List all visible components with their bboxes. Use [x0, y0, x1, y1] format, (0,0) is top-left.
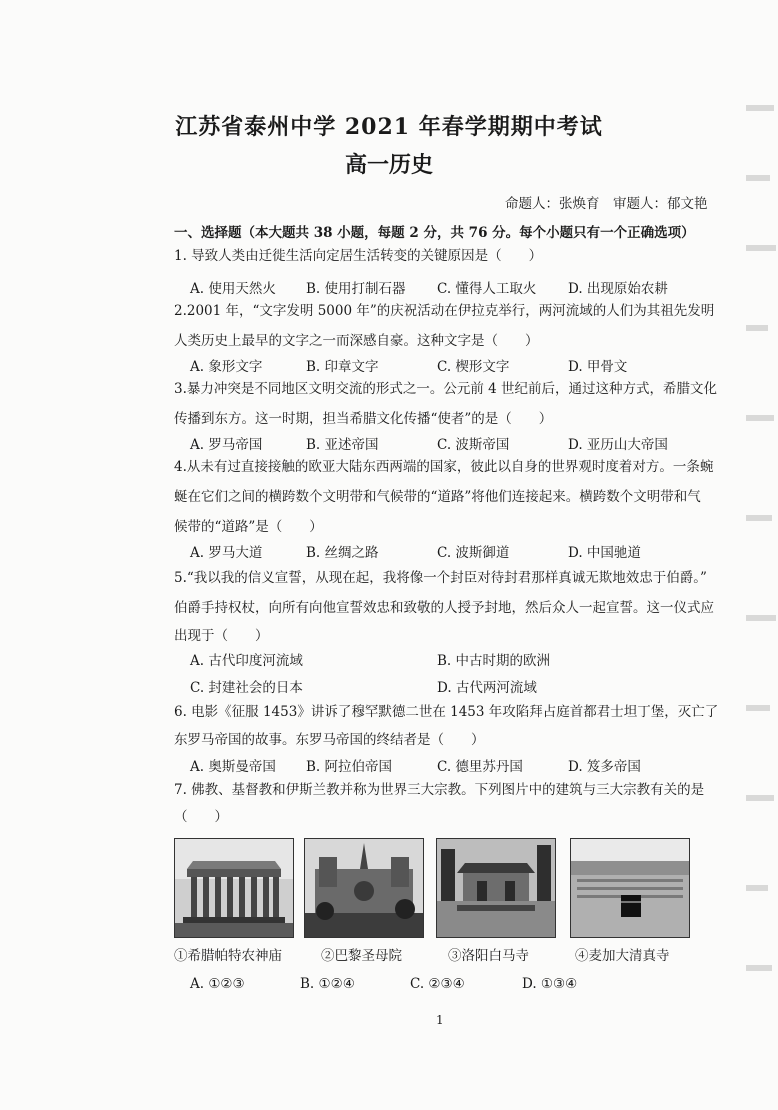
question-5-stem-line3: 出现于（ ） [174, 628, 269, 644]
parthenon-photo [174, 838, 294, 938]
q3-option-b: B. 亚述帝国 [306, 437, 379, 453]
photo-caption-1: ①希腊帕特农神庙 [174, 948, 282, 964]
q6-option-a: A. 奥斯曼帝国 [190, 759, 276, 775]
q1-option-a: A. 使用天然火 [190, 281, 276, 297]
question-3-stem-line2: 传播到东方。这一时期，担当希腊文化传播“使者”的是（ ） [174, 411, 553, 427]
bleed-through-margin [742, 95, 778, 995]
white-horse-temple-photo [436, 838, 556, 938]
q7-option-a: A. ①②③ [190, 976, 245, 992]
q2-option-d: D. 甲骨文 [568, 359, 628, 375]
question-6-stem-line2: 东罗马帝国的故事。东罗马帝国的终结者是（ ） [174, 732, 485, 748]
photo-caption-2: ②巴黎圣母院 [321, 948, 402, 964]
question-1-stem: 1. 导致人类由迁徙生活向定居生活转变的关键原因是（ ） [174, 248, 543, 264]
q6-option-c: C. 德里苏丹国 [437, 759, 523, 775]
question-5-stem-line1: 5.“我以我的信义宣誓，从现在起，我将像一个封臣对待封君那样真诚无欺地效忠于伯爵。” [174, 570, 707, 586]
question-4-stem-line1: 4.从未有过直接接触的欧亚大陆东西两端的国家，彼此以自身的世界观时度着对方。一条蜿 [174, 459, 714, 475]
mecca-mosque-photo [570, 838, 690, 938]
q2-option-b: B. 印章文字 [306, 359, 379, 375]
q2-option-a: A. 象形文字 [190, 359, 263, 375]
q5-option-a: A. 古代印度河流域 [190, 653, 303, 669]
q7-option-b: B. ①②④ [300, 976, 355, 992]
q4-option-d: D. 中国驰道 [568, 545, 641, 561]
question-4-stem-line2: 蜒在它们之间的横跨数个文明带和气候带的“道路”将他们连接起来。横跨数个文明带和气 [174, 489, 701, 505]
photo-caption-3: ③洛阳白马寺 [448, 948, 529, 964]
question-5-stem-line2: 伯爵手持权杖，向所有向他宣誓效忠和致敬的人授予封地，然后众人一起宣誓。这一仪式应 [174, 600, 714, 616]
q3-option-d: D. 亚历山大帝国 [568, 437, 668, 453]
exam-authors: 命题人：张焕育 审题人：郁文艳 [505, 196, 708, 212]
q1-option-c: C. 懂得人工取火 [437, 281, 537, 297]
q6-option-b: B. 阿拉伯帝国 [306, 759, 393, 775]
section-heading: 一、选择题（本大题共 38 小题，每题 2 分，共 76 分。每个小题只有一个正确选项） [174, 225, 695, 241]
question-2-stem-line1: 2.2001 年，“文字发明 5000 年”的庆祝活动在伊拉克举行，两河流域的人们为其祖先发明 [174, 303, 715, 319]
question-3-stem-line1: 3.暴力冲突是不同地区文明交流的形式之一。公元前 4 世纪前后，通过这种方式，希腊文化 [174, 381, 718, 397]
q1-option-b: B. 使用打制石器 [306, 281, 406, 297]
q5-option-c: C. 封建社会的日本 [190, 680, 303, 696]
q6-option-d: D. 笈多帝国 [568, 759, 641, 775]
q3-option-a: A. 罗马帝国 [190, 437, 263, 453]
q2-option-c: C. 楔形文字 [437, 359, 510, 375]
q4-option-a: A. 罗马大道 [190, 545, 263, 561]
exam-title: 江苏省泰州中学 2021 年春学期期中考试 [175, 114, 603, 140]
page-number: 1 [436, 1013, 444, 1027]
q1-option-d: D. 出现原始农耕 [568, 281, 668, 297]
question-7-stem-line1: 7. 佛教、基督教和伊斯兰教并称为世界三大宗教。下列图片中的建筑与三大宗教有关的是 [174, 782, 705, 798]
exam-subject: 高一历史 [344, 152, 433, 178]
q4-option-b: B. 丝绸之路 [306, 545, 379, 561]
q3-option-c: C. 波斯帝国 [437, 437, 510, 453]
question-2-stem-line2: 人类历史上最早的文字之一而深感自豪。这种文字是（ ） [174, 333, 539, 349]
question-7-stem-line2: （ ） [174, 809, 228, 825]
q5-option-d: D. 古代两河流域 [437, 680, 537, 696]
photo-caption-4: ④麦加大清真寺 [575, 948, 670, 964]
q4-option-c: C. 波斯御道 [437, 545, 510, 561]
q7-option-d: D. ①③④ [522, 976, 578, 992]
q7-option-c: C. ②③④ [410, 976, 465, 992]
question-6-stem-line1: 6. 电影《征服 1453》讲诉了穆罕默德二世在 1453 年攻陷拜占庭首都君士坦丁堡，灭亡了 [174, 704, 719, 720]
question-4-stem-line3: 候带的“道路”是（ ） [174, 519, 323, 535]
q5-option-b: B. 中古时期的欧洲 [437, 653, 551, 669]
notre-dame-photo [304, 838, 424, 938]
